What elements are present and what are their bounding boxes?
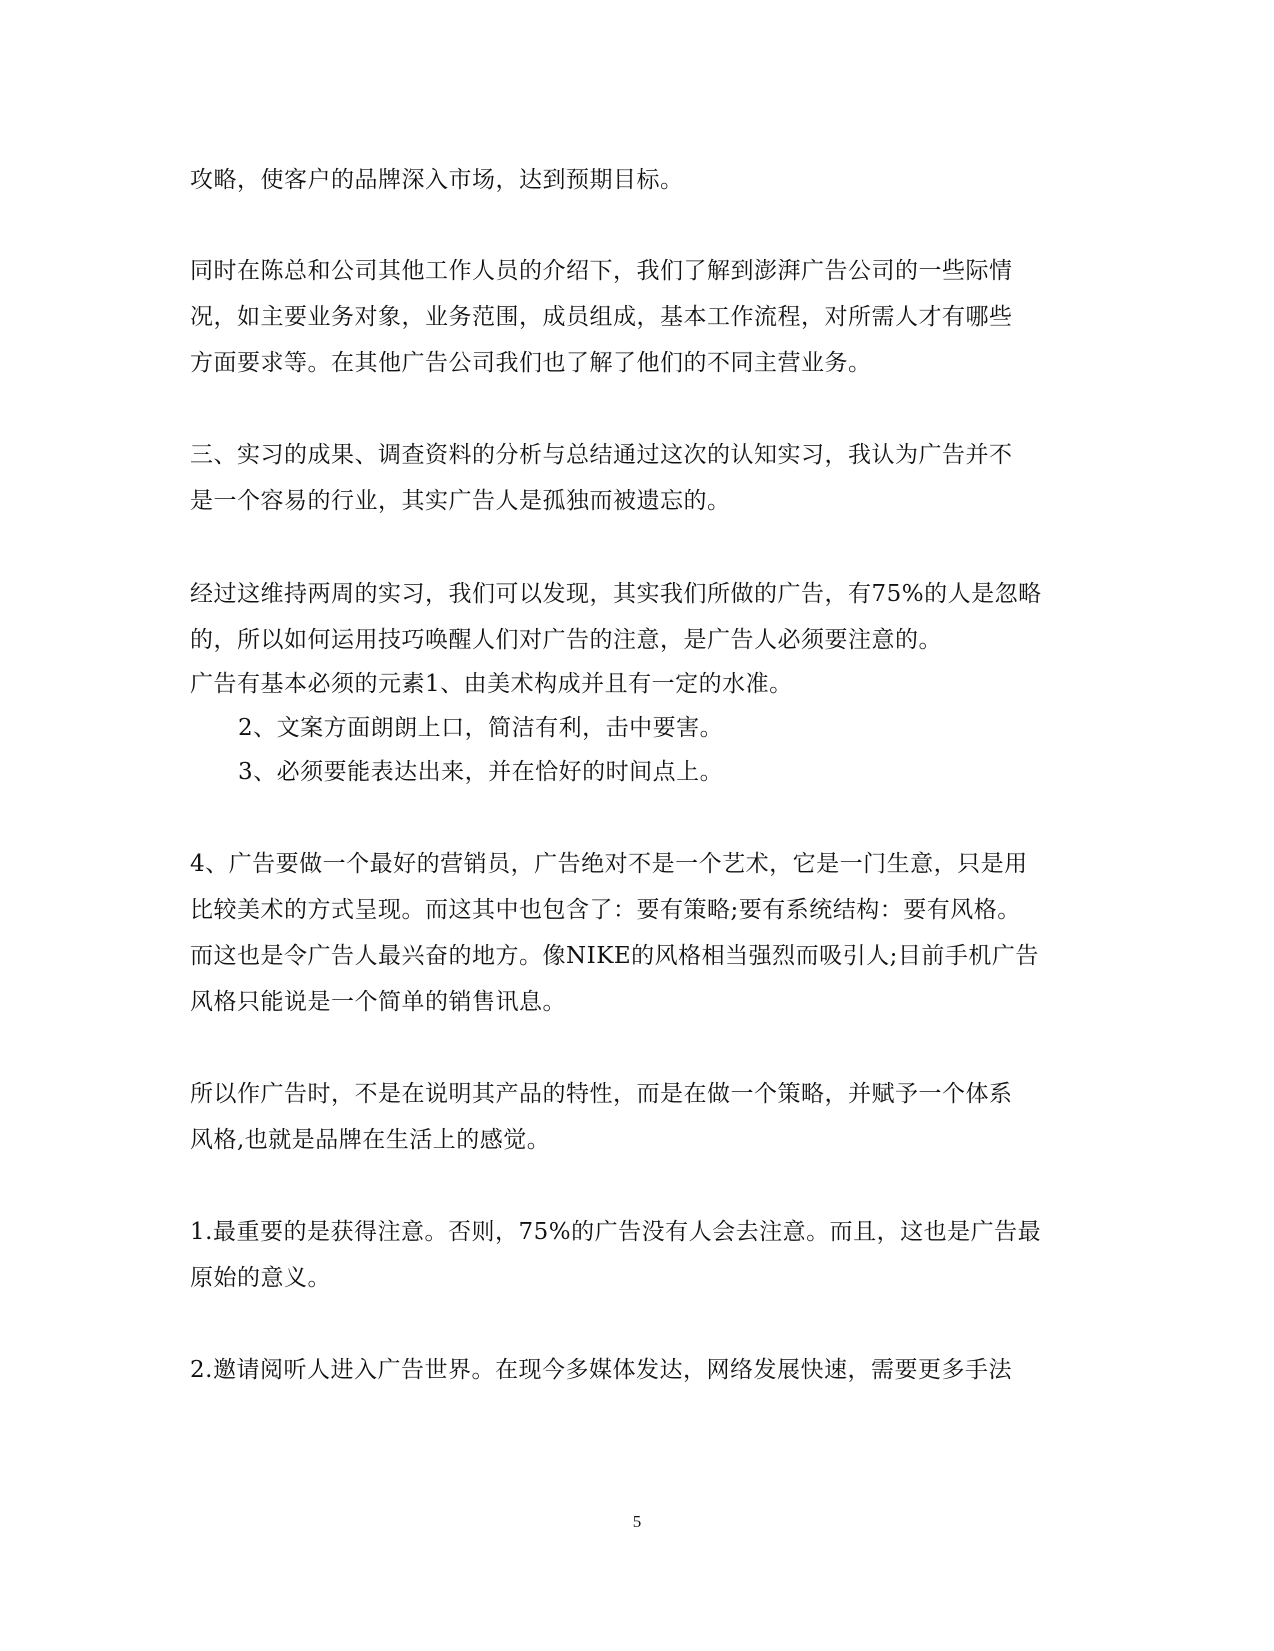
text-line: 原始的意义。: [190, 1265, 331, 1291]
text-line: 的，所以如何运用技巧唤醒人们对广告的注意，是广告人必须要注意的。: [190, 627, 942, 653]
text-line: 4、广告要做一个最好的营销员，广告绝对不是一个艺术，它是一门生意，只是用: [190, 851, 1028, 877]
text-line: 风格,也就是品牌在生活上的感觉。: [190, 1127, 551, 1153]
page-number: 5: [632, 1512, 642, 1531]
text-line: 方面要求等。在其他广告公司我们也了解了他们的不同主营业务。: [190, 350, 872, 376]
list-item: 3、必须要能表达出来，并在恰好的时间点上。: [238, 759, 724, 785]
text-line: 风格只能说是一个简单的销售讯息。: [190, 989, 566, 1015]
text-line: 而这也是令广告人最兴奋的地方。像NIKE的风格相当强烈而吸引人;目前手机广告: [190, 943, 1039, 969]
text-line: 广告有基本必须的元素1、由美术构成并且有一定的水准。: [190, 671, 793, 697]
text-line: 同时在陈总和公司其他工作人员的介绍下，我们了解到澎湃广告公司的一些际情: [190, 258, 1013, 284]
text-line: 况，如主要业务对象，业务范围，成员组成，基本工作流程，对所需人才有哪些: [190, 304, 1013, 330]
list-item: 2、文案方面朗朗上口，简洁有利，击中要害。: [238, 715, 724, 741]
text-line: 攻略，使客户的品牌深入市场，达到预期目标。: [190, 167, 684, 193]
section-heading-line: 三、实习的成果、调查资料的分析与总结通过这次的认知实习，我认为广告并不: [190, 442, 1013, 468]
text-line: 经过这维持两周的实习，我们可以发现，其实我们所做的广告，有75%的人是忽略: [190, 581, 1042, 607]
text-line: 1.最重要的是获得注意。否则，75%的广告没有人会去注意。而且，这也是广告最: [190, 1219, 1042, 1245]
text-line: 所以作广告时，不是在说明其产品的特性，而是在做一个策略，并赋予一个体系: [190, 1081, 1013, 1107]
text-line: 2.邀请阅听人进入广告世界。在现今多媒体发达，网络发展快速，需要更多手法: [190, 1357, 1012, 1383]
text-line: 比较美术的方式呈现。而这其中也包含了：要有策略;要有系统结构：要有风格。: [190, 897, 1021, 923]
text-line: 是一个容易的行业，其实广告人是孤独而被遗忘的。: [190, 488, 731, 514]
